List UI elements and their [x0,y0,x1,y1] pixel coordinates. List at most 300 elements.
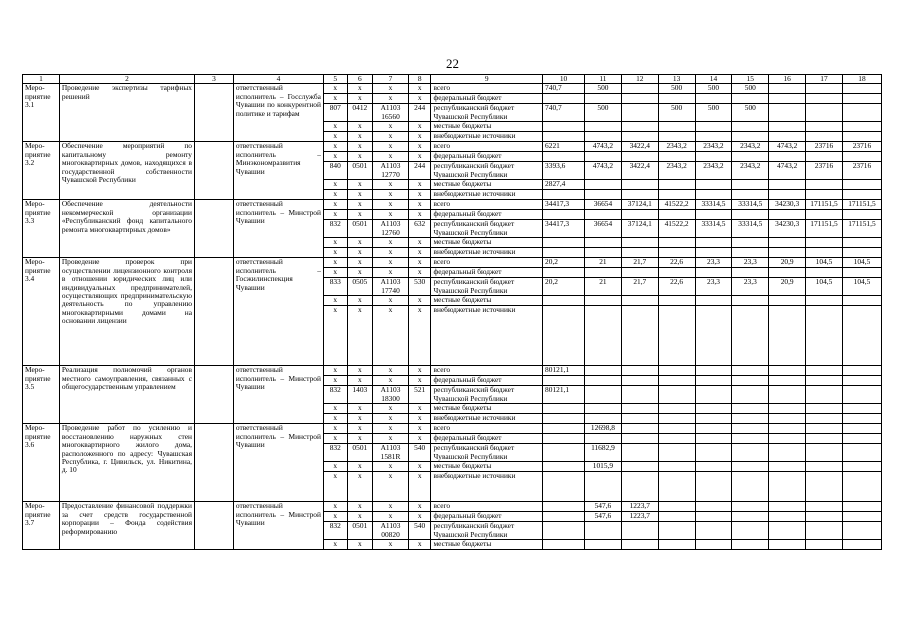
amount-cell [658,414,695,424]
grbs-code: 832 [323,220,347,238]
amount-cell [621,366,658,376]
amount-cell: 21,7 [621,278,658,296]
section-code: 0501 [347,522,373,540]
amount-cell [658,238,695,248]
grbs-code: x [323,414,347,424]
expense-type: x [408,306,431,366]
target-article: x [373,512,409,522]
amount-cell: 36654 [585,200,622,210]
amount-cell [543,296,585,306]
expense-type: x [408,248,431,258]
amount-cell [543,434,585,444]
amount-cell [806,386,843,404]
funding-source: федеральный бюджет [431,434,543,444]
amount-cell [732,444,769,462]
amount-cell [621,248,658,258]
column-number: 5 [323,75,347,84]
section-code: x [347,122,373,132]
amount-cell: 4743,2 [585,142,622,152]
target-article: x [373,180,409,190]
column-number: 7 [373,75,409,84]
amount-cell [732,424,769,434]
expense-type: x [408,376,431,386]
table-row [23,84,882,94]
target-article: x [373,142,409,152]
amount-cell [658,180,695,190]
target-article: А1103 17740 [373,278,409,296]
amount-cell [842,414,881,424]
funding-source: всего [431,142,543,152]
expense-type: x [408,142,431,152]
amount-cell [658,210,695,220]
amount-cell: 1223,7 [621,502,658,512]
amount-cell [543,462,585,472]
section-code: 0501 [347,162,373,180]
amount-cell [695,132,732,142]
amount-cell: 171151,5 [806,220,843,238]
amount-cell [585,404,622,414]
amount-cell [732,190,769,200]
amount-cell [769,376,806,386]
column-number: 3 [194,75,233,84]
target-article: x [373,434,409,444]
amount-cell [621,122,658,132]
funding-source: внебюджетные источники [431,190,543,200]
responsible-executor: ответственный исполнитель – Минстрой Чувашии [233,366,323,424]
amount-cell [732,434,769,444]
amount-cell [621,94,658,104]
amount-cell [585,296,622,306]
expense-type: x [408,404,431,414]
target-article: x [373,248,409,258]
amount-cell [806,180,843,190]
amount-cell [695,462,732,472]
grbs-code: x [323,132,347,142]
amount-cell [695,296,732,306]
expense-type: x [408,122,431,132]
target-article: А1103 00820 [373,522,409,540]
expense-type: x [408,210,431,220]
amount-cell [769,512,806,522]
amount-cell: 20,2 [543,278,585,296]
table-row [23,258,882,268]
amount-cell: 1223,7 [621,512,658,522]
funding-source: всего [431,424,543,434]
section-code: x [347,268,373,278]
amount-cell [806,84,843,94]
amount-cell [695,268,732,278]
amount-cell [732,132,769,142]
amount-cell [621,424,658,434]
amount-cell [621,152,658,162]
grbs-code: x [323,84,347,94]
expense-type: x [408,238,431,248]
grbs-code: x [323,258,347,268]
amount-cell [769,414,806,424]
target-article: x [373,502,409,512]
funding-source: внебюджетные источники [431,306,543,366]
grbs-code: x [323,366,347,376]
amount-cell: 21 [585,258,622,268]
responsible-executor: ответственный исполнитель – Минстрой Чувашии [233,424,323,502]
expense-type: 540 [408,522,431,540]
amount-cell [842,462,881,472]
amount-cell [621,180,658,190]
funding-source: федеральный бюджет [431,268,543,278]
funding-source: всего [431,502,543,512]
section-code: x [347,296,373,306]
funding-source: всего [431,366,543,376]
amount-cell [621,444,658,462]
amount-cell [769,424,806,434]
measure-name: Проведение экспертизы тарифных решений [59,84,194,142]
amount-cell: 2343,2 [695,162,732,180]
section-code: x [347,142,373,152]
amount-cell [621,522,658,540]
amount-cell [695,210,732,220]
amount-cell [695,376,732,386]
amount-cell [695,540,732,550]
amount-cell [842,190,881,200]
amount-cell: 547,6 [585,512,622,522]
funding-source: местные бюджеты [431,122,543,132]
column-number: 15 [732,75,769,84]
amount-cell [842,296,881,306]
amount-cell: 33314,5 [732,200,769,210]
section-code: 0505 [347,278,373,296]
amount-cell: 547,6 [585,502,622,512]
amount-cell [806,210,843,220]
amount-cell: 500 [695,84,732,94]
amount-cell [585,180,622,190]
column-number: 17 [806,75,843,84]
section-code: x [347,152,373,162]
grbs-code: 832 [323,444,347,462]
amount-cell [842,502,881,512]
measure-name: Обеспечение мероприятий по капитальному ремонту многоквартирных домов, находящихся в государственной собственности Чувашской Республики [59,142,194,200]
amount-cell [806,94,843,104]
amount-cell [806,502,843,512]
column-number: 1 [23,75,60,84]
amount-cell [842,238,881,248]
amount-cell [769,502,806,512]
amount-cell [769,472,806,502]
amount-cell: 2343,2 [732,162,769,180]
amount-cell [806,434,843,444]
amount-cell [658,502,695,512]
expense-type: x [408,296,431,306]
column-number: 2 [59,75,194,84]
amount-cell [806,104,843,122]
amount-cell [621,296,658,306]
funding-source: федеральный бюджет [431,94,543,104]
funding-source: внебюджетные источники [431,248,543,258]
amount-cell: 500 [585,84,622,94]
funding-source: местные бюджеты [431,540,543,550]
amount-cell [732,248,769,258]
section-code: x [347,472,373,502]
amount-cell [769,210,806,220]
amount-cell: 23716 [806,162,843,180]
amount-cell [585,366,622,376]
measure-col3 [194,84,233,142]
target-article: x [373,200,409,210]
amount-cell [543,540,585,550]
amount-cell [658,122,695,132]
table-row [23,424,882,434]
amount-cell [806,424,843,434]
amount-cell [732,502,769,512]
section-code: x [347,94,373,104]
amount-cell [806,540,843,550]
amount-cell [621,210,658,220]
amount-cell [585,386,622,404]
amount-cell [769,268,806,278]
grbs-code: 832 [323,522,347,540]
amount-cell: 171151,5 [842,200,881,210]
amount-cell [732,414,769,424]
amount-cell [543,210,585,220]
expense-type: 521 [408,386,431,404]
expense-type: x [408,190,431,200]
amount-cell [695,512,732,522]
target-article: x [373,268,409,278]
amount-cell [732,386,769,404]
table-row [23,366,882,376]
grbs-code: 807 [323,104,347,122]
amount-cell: 2343,2 [732,142,769,152]
expense-type: x [408,424,431,434]
amount-cell [769,306,806,366]
amount-cell [543,376,585,386]
amount-cell [806,248,843,258]
amount-cell [658,268,695,278]
amount-cell [732,376,769,386]
column-number: 16 [769,75,806,84]
amount-cell [769,522,806,540]
amount-cell: 23,3 [695,258,732,268]
amount-cell [842,522,881,540]
grbs-code: x [323,434,347,444]
amount-cell: 80121,1 [543,386,585,404]
expense-type: x [408,366,431,376]
measure-col3 [194,424,233,502]
column-number: 8 [408,75,431,84]
amount-cell [543,94,585,104]
amount-cell [842,366,881,376]
amount-cell: 740,7 [543,84,585,94]
funding-source: республиканский бюджет Чувашской Республики [431,278,543,296]
measure-id: Меро-приятие 3.2 [23,142,60,200]
column-number: 4 [233,75,323,84]
grbs-code: x [323,238,347,248]
target-article: x [373,472,409,502]
amount-cell: 23,3 [732,278,769,296]
amount-cell [732,366,769,376]
section-code: x [347,434,373,444]
target-article: А1103 16560 [373,104,409,122]
amount-cell [842,512,881,522]
expense-type: 530 [408,278,431,296]
amount-cell: 33314,5 [695,200,732,210]
amount-cell: 171151,5 [842,220,881,238]
amount-cell [621,238,658,248]
target-article: x [373,404,409,414]
amount-cell [658,296,695,306]
amount-cell: 22,6 [658,258,695,268]
target-article: x [373,258,409,268]
expense-type: x [408,540,431,550]
section-code: x [347,306,373,366]
amount-cell [695,122,732,132]
amount-cell [621,268,658,278]
expense-type: 540 [408,444,431,462]
funding-source: всего [431,258,543,268]
amount-cell: 33314,5 [695,220,732,238]
amount-cell [621,190,658,200]
amount-cell [658,424,695,434]
amount-cell: 80121,1 [543,366,585,376]
amount-cell [695,404,732,414]
amount-cell [695,434,732,444]
grbs-code: x [323,376,347,386]
column-number: 6 [347,75,373,84]
amount-cell [543,238,585,248]
section-code: x [347,366,373,376]
grbs-code: x [323,540,347,550]
amount-cell: 12698,8 [585,424,622,434]
amount-cell: 104,5 [806,278,843,296]
responsible-executor: ответственный исполнитель – Госслужба Чувашии по конкурентной политике и тарифам [233,84,323,142]
amount-cell [769,444,806,462]
amount-cell [658,522,695,540]
grbs-code: 832 [323,386,347,404]
amount-cell [658,366,695,376]
expense-type: x [408,84,431,94]
responsible-executor: ответственный исполнитель – Госжилинспекция Чувашии [233,258,323,366]
amount-cell [842,540,881,550]
amount-cell [585,414,622,424]
expense-type: 632 [408,220,431,238]
amount-cell: 500 [695,104,732,122]
funding-source: республиканский бюджет Чувашской Республики [431,162,543,180]
amount-cell [695,152,732,162]
amount-cell [732,462,769,472]
measure-name: Реализация полномочий органов местного самоуправления, связанных с общегосударственным управлением [59,366,194,424]
expense-type: 244 [408,104,431,122]
amount-cell [658,512,695,522]
amount-cell [769,296,806,306]
measure-id: Меро-приятие 3.6 [23,424,60,502]
amount-cell [658,306,695,366]
amount-cell: 22,6 [658,278,695,296]
amount-cell [658,190,695,200]
funding-source: всего [431,84,543,94]
amount-cell: 23,3 [732,258,769,268]
amount-cell [842,424,881,434]
amount-cell [695,424,732,434]
grbs-code: x [323,210,347,220]
amount-cell [806,238,843,248]
amount-cell [806,296,843,306]
grbs-code: x [323,268,347,278]
amount-cell [842,248,881,258]
amount-cell [585,152,622,162]
grbs-code: x [323,472,347,502]
target-article: x [373,414,409,424]
amount-cell [585,376,622,386]
amount-cell [658,376,695,386]
amount-cell: 104,5 [842,278,881,296]
expense-type: 244 [408,162,431,180]
column-number: 14 [695,75,732,84]
amount-cell: 4743,2 [769,162,806,180]
amount-cell: 41522,2 [658,200,695,210]
expense-type: x [408,414,431,424]
amount-cell [621,84,658,94]
measure-id: Меро-приятие 3.5 [23,366,60,424]
grbs-code: x [323,502,347,512]
amount-cell: 1015,9 [585,462,622,472]
grbs-code: x [323,122,347,132]
budget-table [22,74,882,550]
amount-cell: 3422,4 [621,142,658,152]
amount-cell [842,434,881,444]
responsible-executor: ответственный исполнитель – Минстрой Чувашии [233,502,323,550]
section-code: x [347,258,373,268]
amount-cell [769,366,806,376]
amount-cell: 23716 [806,142,843,152]
measure-col3 [194,366,233,424]
funding-source: республиканский бюджет Чувашской Республики [431,104,543,122]
amount-cell: 34230,3 [769,200,806,210]
amount-cell: 21,7 [621,258,658,268]
amount-cell [695,472,732,502]
amount-cell [658,152,695,162]
amount-cell: 3422,4 [621,162,658,180]
amount-cell: 4743,2 [585,162,622,180]
amount-cell [732,180,769,190]
target-article: x [373,306,409,366]
target-article: А1103 12760 [373,220,409,238]
amount-cell [842,404,881,414]
amount-cell [732,210,769,220]
amount-cell [842,472,881,502]
amount-cell: 23716 [842,162,881,180]
amount-cell [695,522,732,540]
section-code: x [347,180,373,190]
measure-name: Проведение работ по усилению и восстановлению наружных стен многоквартирного жилого дома, расположенного по адресу: Чувашская Республика, г. Цивильск, ул. Никитина, д. 10 [59,424,194,502]
funding-source: федеральный бюджет [431,210,543,220]
amount-cell: 500 [732,84,769,94]
amount-cell [842,180,881,190]
amount-cell [769,248,806,258]
amount-cell [658,462,695,472]
measure-id: Меро-приятие 3.4 [23,258,60,366]
amount-cell [806,152,843,162]
amount-cell [769,132,806,142]
amount-cell [842,210,881,220]
amount-cell [695,248,732,258]
amount-cell: 3393,6 [543,162,585,180]
amount-cell [806,522,843,540]
amount-cell: 23,3 [695,278,732,296]
grbs-code: x [323,296,347,306]
amount-cell [695,180,732,190]
amount-cell: 33314,5 [732,220,769,238]
amount-cell [732,306,769,366]
grbs-code: 840 [323,162,347,180]
